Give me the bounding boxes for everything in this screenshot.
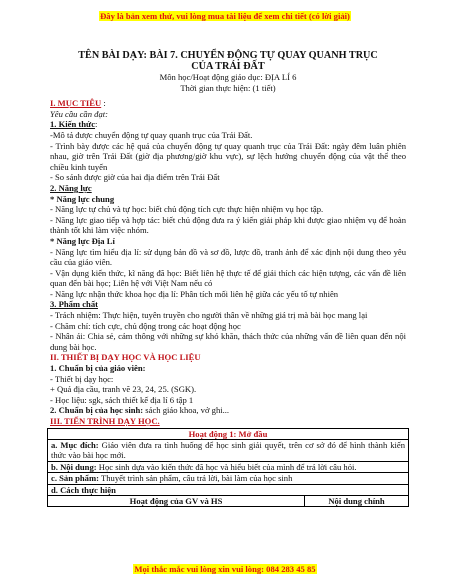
knowledge-item: - So sánh được giờ của hai địa điểm trên Trái Đất: [50, 172, 220, 183]
time-line: Thời gian thực hiện: (1 tiết): [180, 82, 276, 93]
lesson-title-line1: TÊN BÀI DẠY: BÀI 7. CHUYỂN ĐỘNG TỰ QUAY QUANH TRỤC: [78, 50, 378, 61]
knowledge-item: - Trình bày được các hệ quả của chuyển động tự quay quanh trục của Trái Đất: ngày đêm luân phiên nhau, giờ trên Trái Đất (giờ địa phương/giờ khu vực), sự lệch hướng chuyển động của vật thể theo chiều kinh tuyến: [50, 140, 406, 172]
quality-item: - Trách nhiệm: Thực hiện, tuyên truyền cho người thân về những giá trị mà bài học mang lại: [50, 310, 368, 321]
geo-ability-item: - Năng lực nhận thức khoa học địa lí: Phân tích mối liên hệ giữa các yếu tố tự nhiên: [50, 288, 339, 299]
student-prep-text: sách giáo khoa, vở ghi...: [143, 405, 230, 416]
section3-heading: III. TIẾN TRÌNH DẠY HỌC.: [50, 416, 160, 426]
content-label: b. Nội dung:: [51, 461, 97, 472]
teacher-prep-item: + Quả địa cầu, tranh vẽ 23, 24, 25. (SGK).: [50, 384, 197, 395]
section2-heading: II. THIẾT BỊ DẠY HỌC VÀ HỌC LIỆU: [50, 352, 201, 363]
knowledge-heading-row: [50, 119, 406, 130]
activity-title: Hoạt động 1: Mở đầu: [48, 428, 409, 439]
general-ability-item: - Năng lực giao tiếp và hợp tác: biết chủ động đưa ra ý kiến giải pháp khi được giao nhiệm vụ để hoàn thành tốt khi làm việc nhóm.: [50, 214, 406, 236]
quality-heading: 3. Phẩm chất: [50, 299, 98, 310]
subject-line: Môn học/Hoạt động giáo dục: ĐỊA LÍ 6: [159, 72, 297, 82]
geo-ability-item: - Năng lực tìm hiểu địa lí: sử dụng bản đồ và sơ đồ, lược đồ, tranh ảnh để xác định nội dung theo yêu cầu của giáo viên.: [50, 246, 406, 268]
general-ability-item: - Năng lực tự chủ và tự học: biết chủ động tích cực thực hiện nhiệm vụ học tập.: [50, 204, 324, 215]
goal-label: a. Mục đích:: [51, 440, 99, 450]
activity-product-cell: [48, 473, 409, 484]
product-text: Thuyết trình sản phẩm, câu trả lời, bài làm của học sinh: [99, 473, 293, 484]
column-header-activities: Hoạt động của GV và HS: [48, 496, 305, 507]
column-header-content: Nội dung chính: [305, 496, 409, 507]
contact-notice-text: Mọi thắc mắc vui lòng xin vui lòng: 084 283 45 85: [134, 564, 316, 574]
lesson-title-line2: CỦA TRÁI ĐẤT: [191, 61, 265, 72]
requirement-line: Yêu cầu cần đạt:: [50, 108, 108, 119]
activity-content-cell: [48, 461, 409, 472]
activity-table: [47, 428, 409, 508]
activity-method-cell: d. Cách thực hiện: [48, 484, 409, 495]
section1-heading-row: [50, 98, 406, 109]
student-prep-heading: 2. Chuẩn bị của học sinh:: [50, 405, 144, 416]
student-prep-row: [50, 405, 406, 416]
activity-goal-cell: [48, 440, 409, 462]
teacher-prep-item: - Học liệu: sgk, sách thiết kế địa lí 6 tập 1: [50, 394, 194, 405]
geo-ability-heading: * Năng lực Địa Lí: [50, 235, 115, 246]
teacher-prep-heading: 1. Chuẩn bị của giáo viên:: [50, 363, 146, 374]
quality-item: - Chăm chỉ: tích cực, chủ động trong các hoạt động học: [50, 320, 241, 331]
knowledge-heading-suffix: :: [95, 119, 98, 130]
goal-text: Giáo viên đưa ra tình huống để học sinh giải quyết, trên cơ sở đó để hình thành kiến thức vào bài học mới.: [51, 440, 405, 461]
ability-heading: 2. Năng lực: [50, 182, 92, 193]
quality-item: - Nhân ái: Chia sẻ, cảm thông với những sự khó khăn, thách thức của những vấn đề liên quan đến nội dung bài học.: [50, 331, 406, 352]
preview-notice-text: Đây là bản xem thử, vui lòng mua tài liệu để xem chi tiết (có lời giải): [100, 11, 350, 21]
section1-heading: I. MỤC TIÊU: [50, 98, 102, 109]
content-text: Học sinh dựa vào kiến thức đã học và hiểu biết của mình để trả lời câu hỏi.: [96, 461, 357, 472]
product-label: c. Sản phẩm:: [51, 473, 99, 484]
geo-ability-item: - Vận dụng kiến thức, kĩ năng đã học: Biết liên hệ thực tế để giải thích các hiện tượng, các vấn đề liên quan đến bài học; Liên hệ với Việt Nam nếu có: [50, 267, 406, 289]
teacher-prep-item: - Thiết bị dạy học:: [50, 373, 114, 384]
general-ability-heading: * Năng lực chung: [50, 193, 115, 204]
preview-notice: [0, 11, 450, 21]
contact-notice: [0, 564, 450, 574]
lesson-content: [50, 50, 406, 507]
knowledge-heading: 1. Kiến thức: [50, 119, 96, 130]
knowledge-item: -Mô tả được chuyển động tự quay quanh trục của Trái Đất.: [50, 129, 253, 140]
section1-heading-suffix: :: [101, 98, 106, 109]
